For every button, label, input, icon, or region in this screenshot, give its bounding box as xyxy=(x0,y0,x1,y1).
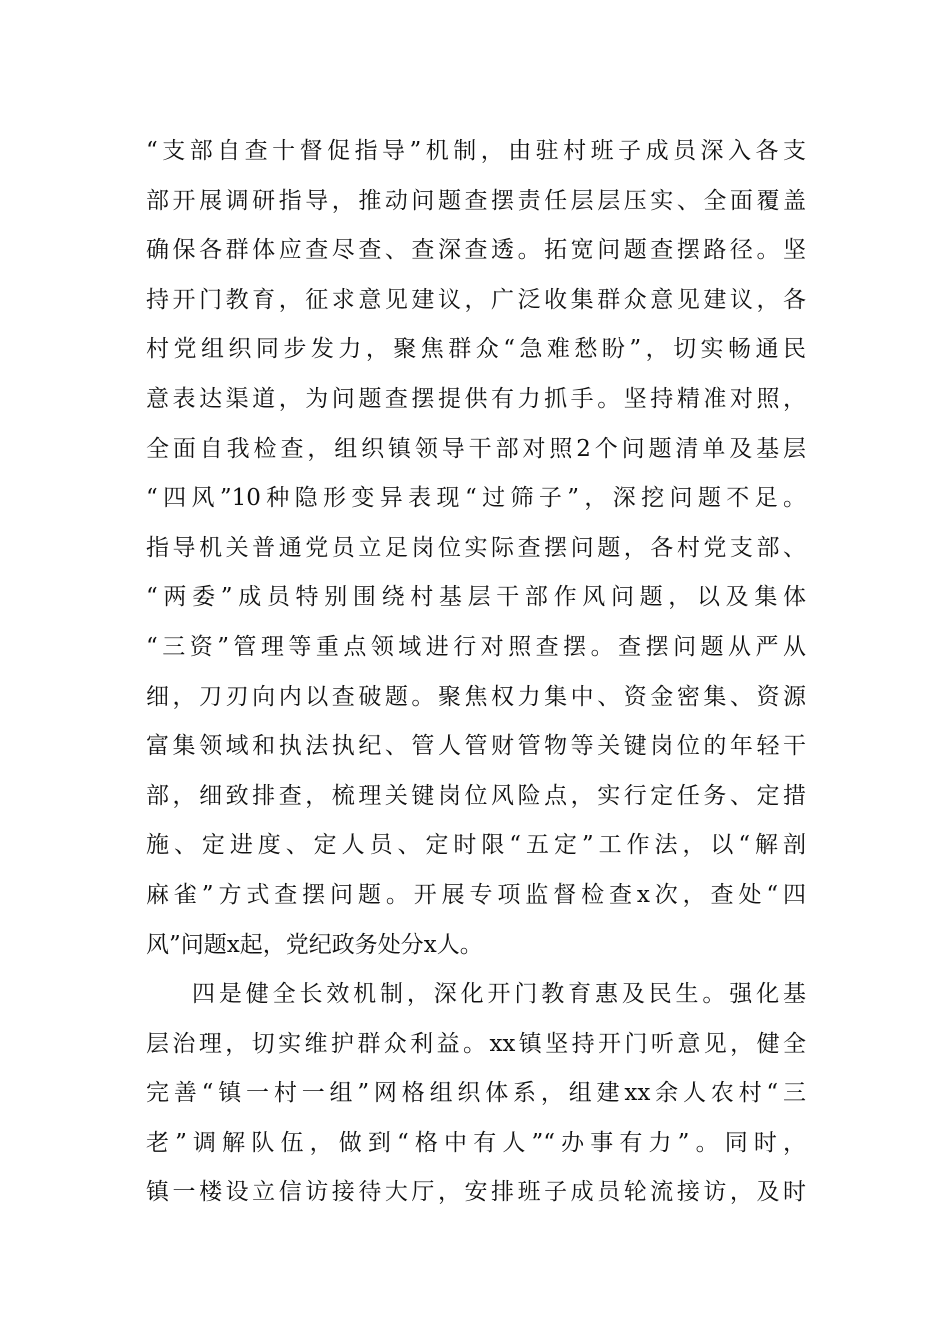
text-line: 镇一楼设立信访接待大厅，安排班子成员轮流接访，及时 xyxy=(146,1179,806,1206)
text-line: “支部自查十督促指导”机制，由驻村班子成员深入各支 xyxy=(146,138,806,164)
text-line: 部开展调研指导，推动问题查摆责任层层压实、全面覆盖 xyxy=(146,187,806,214)
text-line: 持开门教育，征求意见建议，广泛收集群众意见建议，各 xyxy=(146,286,806,313)
text-line: 麻雀”方式查摆问题。开展专项监督检查x次，查处“四 xyxy=(146,881,806,908)
text-line: 全面自我检查，组织镇领导干部对照2个问题清单及基层 xyxy=(146,435,806,462)
text-line: 老”调解队伍，做到“格中有人”“办事有力”。同时， xyxy=(146,1129,806,1156)
paragraph-end-line: 风”问题x起，党纪政务处分x人。 xyxy=(146,931,483,958)
text-line: 细，刀刃向内以查破题。聚焦权力集中、资金密集、资源 xyxy=(146,683,806,710)
text-line: 部，细致排查，梳理关键岗位风险点，实行定任务、定措 xyxy=(146,782,806,809)
text-line: “两委”成员特别围绕村基层干部作风问题，以及集体 xyxy=(146,584,806,611)
paragraph-start-line: 四是健全长效机制，深化开门教育惠及民生。强化基 xyxy=(192,981,806,1008)
body-text xyxy=(146,127,806,1218)
text-line: 层治理，切实维护群众利益。xx镇坚持开门听意见，健全 xyxy=(146,1030,806,1057)
text-line: “四风”10种隐形变异表现“过筛子”，深挖问题不足。 xyxy=(146,485,806,512)
text-line: 意表达渠道，为问题查摆提供有力抓手。坚持精准对照， xyxy=(146,385,806,412)
text-line: 施、定进度、定人员、定时限“五定”工作法，以“解剖 xyxy=(146,832,806,859)
text-line: “三资”管理等重点领域进行对照查摆。查摆问题从严从 xyxy=(146,633,806,660)
text-line: 村党组织同步发力，聚焦群众“急难愁盼”，切实畅通民 xyxy=(146,336,806,363)
text-line: 完善“镇一村一组”网格组织体系，组建xx余人农村“三 xyxy=(146,1080,806,1107)
text-line: 富集领域和执法执纪、管人管财管物等关键岗位的年轻干 xyxy=(146,733,806,760)
text-line: 指导机关普通党员立足岗位实际查摆问题，各村党支部、 xyxy=(146,534,806,561)
text-line: 确保各群体应查尽查、查深查透。拓宽问题查摆路径。坚 xyxy=(146,237,806,264)
